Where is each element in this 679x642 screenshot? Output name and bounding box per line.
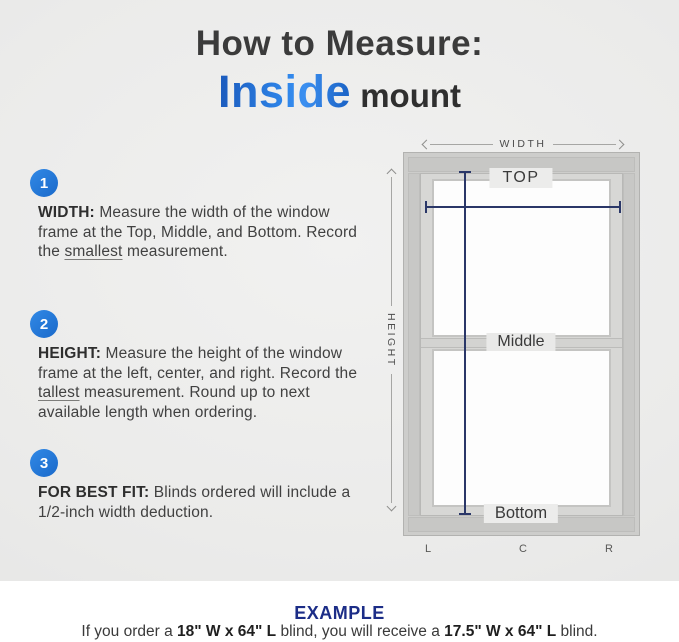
- middle-position-label: Middle: [486, 333, 555, 351]
- step-3-text: [38, 483, 373, 522]
- arrow-line: [553, 144, 616, 145]
- vertical-measurement-line: [464, 171, 466, 515]
- arrow-up-chevron-icon: [386, 169, 396, 179]
- step-1-number-badge: 1: [30, 169, 58, 197]
- arrow-line: [391, 374, 392, 503]
- arrow-line: [391, 177, 392, 306]
- title-suffix-mount: mount: [351, 77, 462, 114]
- step-2-lead: HEIGHT:: [38, 345, 102, 362]
- step-2-body-before: Measure the height of the window frame at the left, center, and right. Record the: [38, 345, 358, 382]
- step-2: [28, 310, 380, 422]
- example-received-size: 17.5" W x 64" L: [444, 623, 557, 640]
- horizontal-measurement-line: [425, 206, 621, 208]
- arrow-line: [430, 144, 493, 145]
- arrow-left-chevron-icon: [422, 139, 432, 149]
- window-left-jamb: [408, 173, 420, 516]
- step-1: [28, 169, 380, 262]
- step-1-body-after: measurement.: [122, 243, 228, 261]
- step-1-text: [38, 203, 373, 262]
- step-3-lead: FOR BEST FIT:: [38, 484, 150, 501]
- step-1-lead: WIDTH:: [38, 204, 95, 221]
- step-2-number-badge: 2: [30, 310, 58, 338]
- step-3-number-badge: 3: [30, 449, 58, 477]
- tick-left: L: [425, 543, 432, 555]
- height-arrow-label: HEIGHT: [385, 312, 397, 368]
- example-part-3: blind.: [556, 623, 598, 640]
- arrow-right-chevron-icon: [615, 139, 625, 149]
- tick-right: R: [605, 543, 614, 555]
- step-1-body-before: Measure the width of the window frame at the Top, Middle, and Bottom. Record the: [38, 204, 358, 261]
- step-3-body-before: Blinds ordered will include a 1/2-inch width deduction.: [38, 484, 351, 521]
- step-3: [28, 449, 380, 522]
- page-title: [0, 24, 679, 118]
- bottom-position-label: Bottom: [484, 504, 558, 523]
- tick-center: C: [519, 543, 528, 555]
- title-line-2: [0, 66, 679, 118]
- example-section: [0, 581, 679, 642]
- window-measure-diagram: [383, 132, 679, 568]
- step-2-text: [38, 344, 373, 422]
- example-ordered-size: 18" W x 64" L: [177, 623, 277, 640]
- example-part-2: blind, you will receive a: [276, 623, 445, 640]
- step-2-body-after: measurement. Round up to next available length when ordering.: [38, 384, 310, 421]
- example-sentence: [0, 623, 679, 641]
- step-1-underlined-word: smallest: [64, 243, 123, 261]
- top-position-label: TOP: [489, 168, 552, 188]
- example-heading: EXAMPLE: [294, 603, 385, 623]
- arrow-down-chevron-icon: [386, 502, 396, 512]
- title-line-1: How to Measure:: [195, 24, 484, 63]
- width-dimension-arrow: [423, 138, 623, 150]
- width-arrow-label: WIDTH: [499, 138, 547, 150]
- window-upper-pane: [432, 179, 611, 337]
- height-dimension-arrow: [385, 170, 397, 510]
- window-right-jamb: [623, 173, 635, 516]
- step-2-underlined-word: tallest: [38, 384, 80, 402]
- example-part-1: If you order a: [81, 623, 178, 640]
- title-highlight-inside: Inside: [217, 66, 352, 117]
- window-lower-pane: [432, 349, 611, 507]
